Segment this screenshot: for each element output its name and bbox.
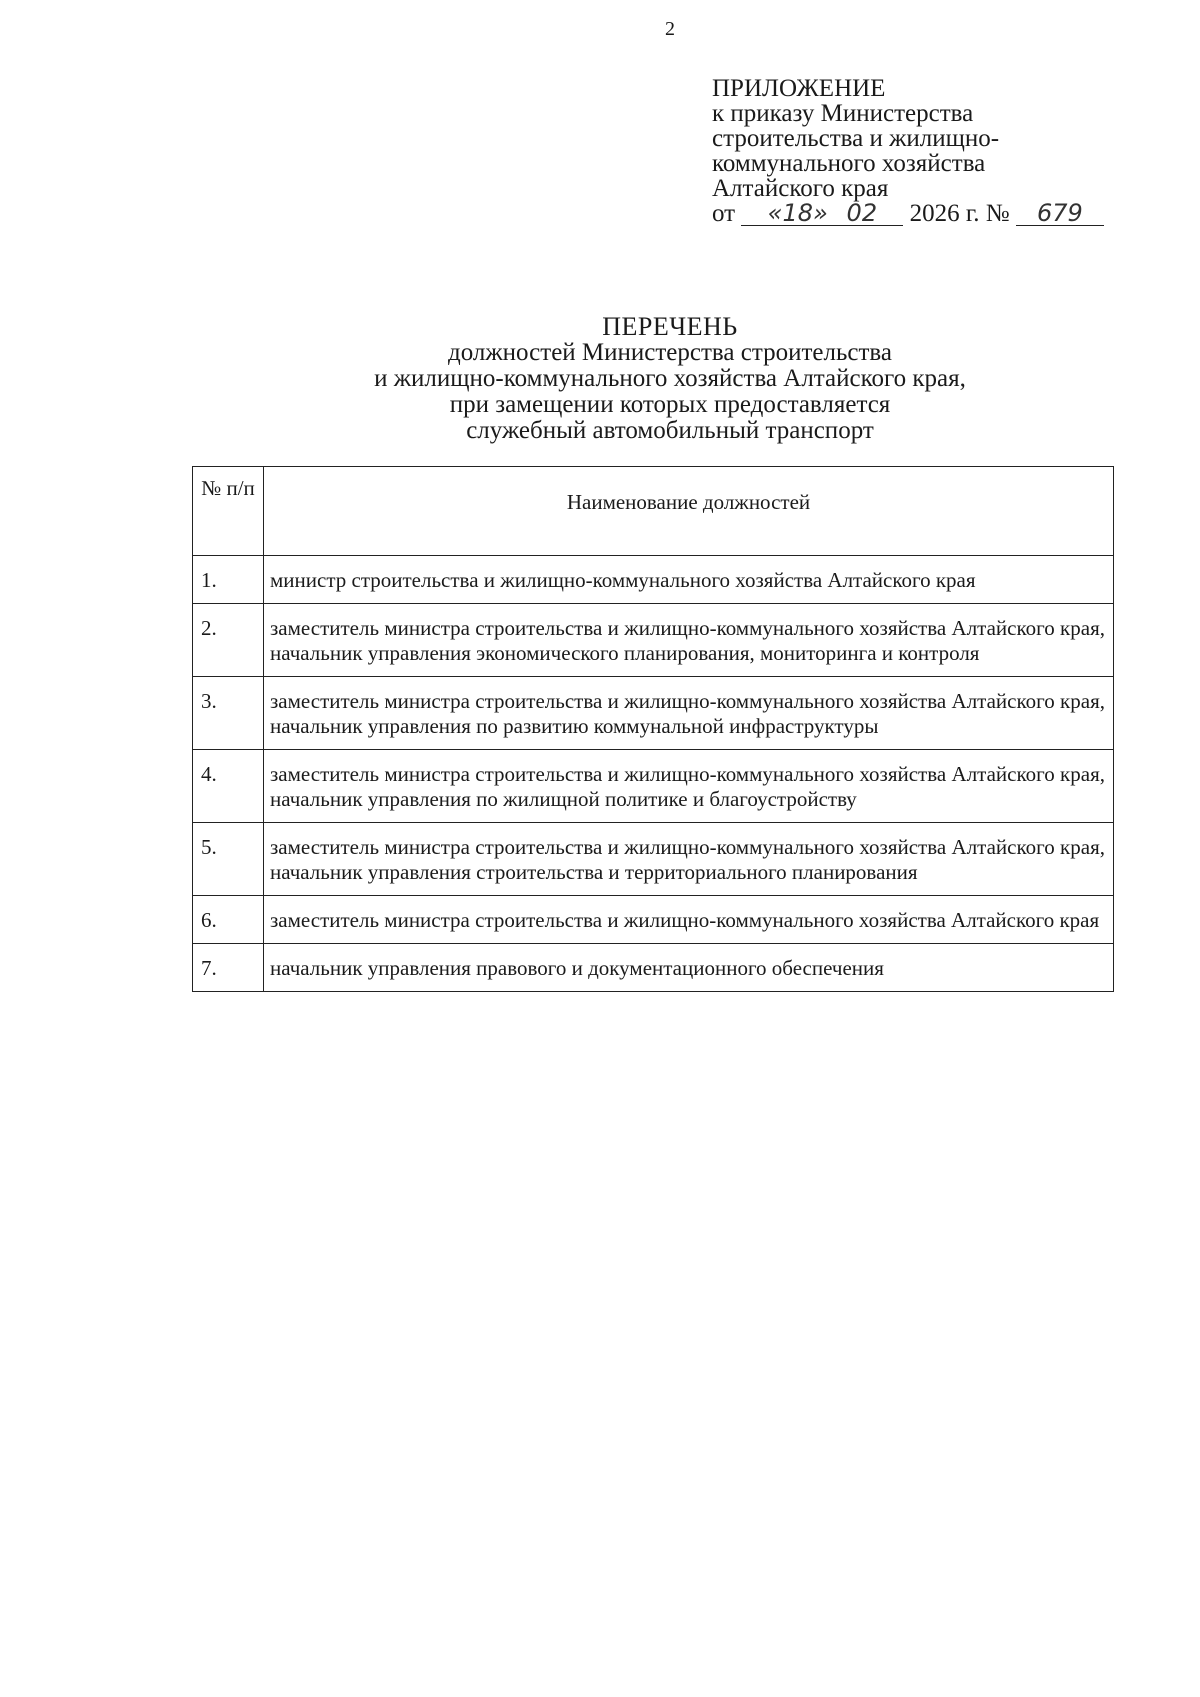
table-row (193, 823, 1114, 896)
order-reference (712, 201, 1152, 226)
order-date-field (741, 199, 903, 227)
appendix-block (712, 76, 1152, 226)
row-position-name: заместитель министра строительства и жилищно-коммунального хозяйства Алтайского края, начальник управления по развитию коммунальной инфраструктуры (264, 677, 1114, 750)
order-month: 02 (846, 199, 878, 227)
row-position-name: заместитель министра строительства и жилищно-коммунального хозяйства Алтайского края (264, 896, 1114, 944)
header-position-name: Наименование должностей (264, 467, 1114, 556)
order-year: 2026 г. № (909, 200, 1010, 227)
order-prefix: от (712, 200, 736, 227)
title-main: ПЕРЕЧЕНЬ (602, 312, 738, 341)
row-number: 7. (193, 944, 264, 992)
table-header-row (193, 467, 1114, 556)
row-position-name: заместитель министра строительства и жилищно-коммунального хозяйства Алтайского края, начальник управления по жилищной политике и благоустройству (264, 750, 1114, 823)
appendix-heading: ПРИЛОЖЕНИЕ (712, 75, 886, 102)
appendix-line: строительства и жилищно- (712, 125, 1000, 152)
header-number: № п/п (193, 467, 264, 556)
appendix-line: коммунального хозяйства (712, 150, 986, 177)
row-number: 4. (193, 750, 264, 823)
title-line: и жилищно-коммунального хозяйства Алтайского края, (374, 365, 966, 392)
table-row (193, 677, 1114, 750)
table-row (193, 556, 1114, 604)
page-number: 2 (665, 18, 675, 40)
document-title (0, 314, 1200, 444)
order-day: «18» (767, 199, 828, 227)
appendix-line: Алтайского края (712, 175, 889, 202)
table-row (193, 944, 1114, 992)
row-position-name: заместитель министра строительства и жилищно-коммунального хозяйства Алтайского края, начальник управления строительства и территориального планирования (264, 823, 1114, 896)
appendix-line: к приказу Министерства (712, 100, 974, 127)
title-line: должностей Министерства строительства (448, 339, 892, 366)
row-number: 1. (193, 556, 264, 604)
row-position-name: министр строительства и жилищно-коммунального хозяйства Алтайского края (264, 556, 1114, 604)
table-row (193, 896, 1114, 944)
table-row (193, 604, 1114, 677)
order-number: 679 (1037, 199, 1083, 227)
title-line: служебный автомобильный транспорт (466, 417, 874, 444)
row-number: 5. (193, 823, 264, 896)
row-number: 2. (193, 604, 264, 677)
order-number-field (1016, 199, 1104, 227)
row-number: 6. (193, 896, 264, 944)
row-position-name: начальник управления правового и документационного обеспечения (264, 944, 1114, 992)
positions-table (192, 466, 1114, 992)
row-number: 3. (193, 677, 264, 750)
table-row (193, 750, 1114, 823)
title-line: при замещении которых предоставляется (449, 391, 891, 418)
row-position-name: заместитель министра строительства и жилищно-коммунального хозяйства Алтайского края, начальник управления экономического планирования, мониторинга и контроля (264, 604, 1114, 677)
